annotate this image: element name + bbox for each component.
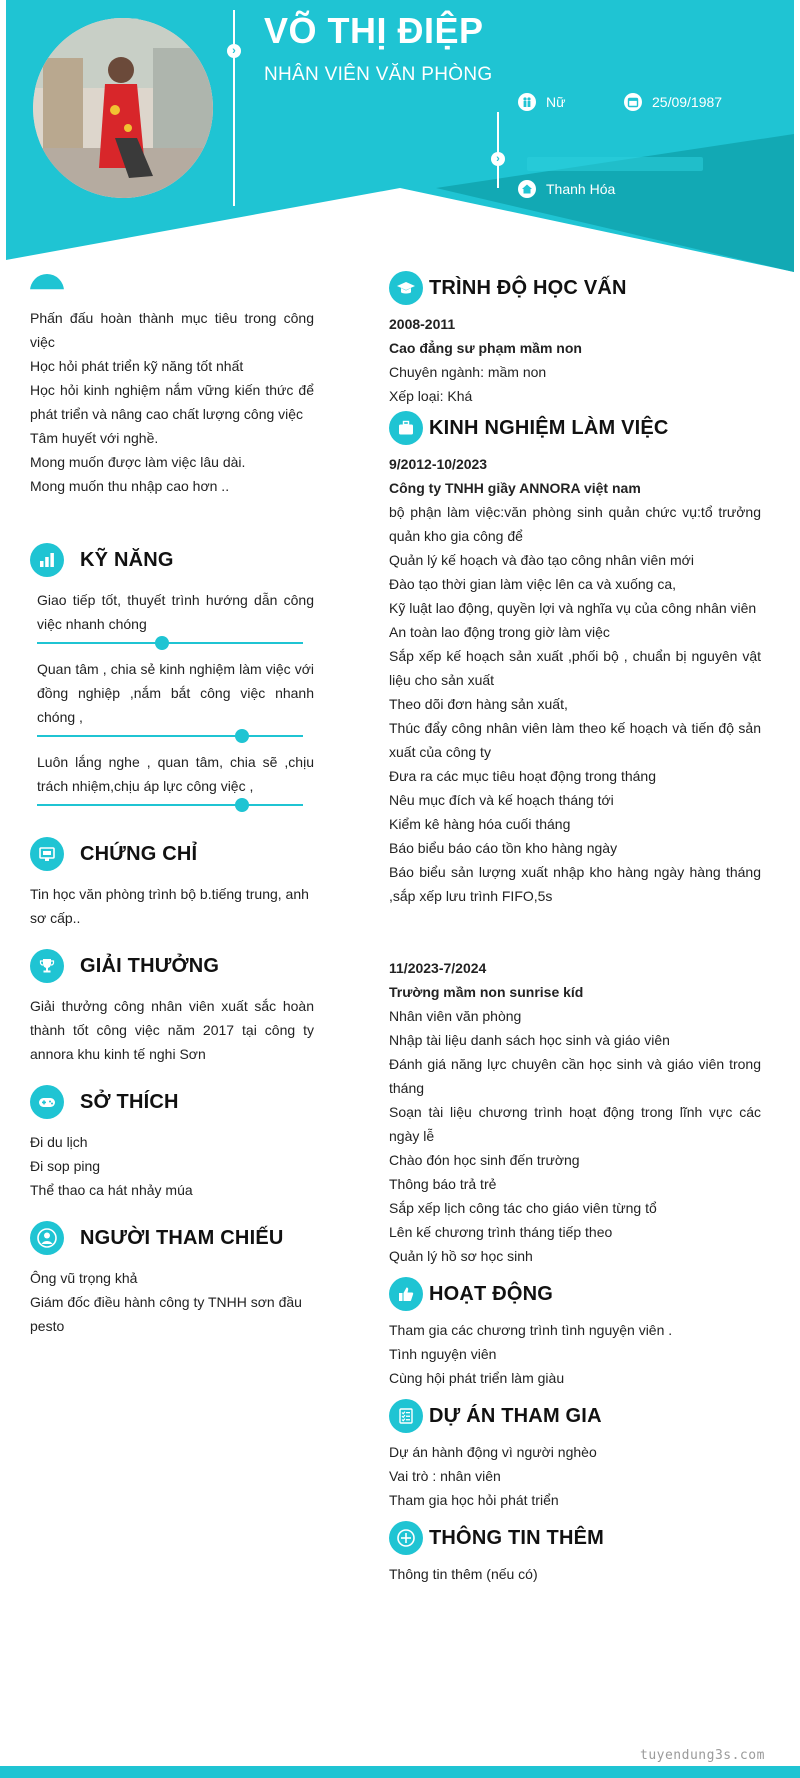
additional-section <box>389 1520 761 1586</box>
education-detail: Chuyên ngành: mầm non <box>389 364 547 380</box>
awards-section <box>30 948 314 1066</box>
skills-header <box>30 542 314 578</box>
gender-info <box>518 93 565 111</box>
skill-text: Giao tiếp tốt, thuyết trình hướng dẫn công việc nhanh chóng <box>37 592 314 632</box>
trophy-icon <box>30 949 64 983</box>
job-date: 9/2012-10/2023 <box>389 456 488 472</box>
skill-level-knob <box>235 729 249 743</box>
candidate-name: VÕ THỊ ĐIỆP <box>264 10 484 51</box>
references-section <box>30 1220 314 1338</box>
left-column <box>30 270 314 1338</box>
job-duty: Báo biểu sản lượng xuất nhập kho hàng ngày hàng tháng ,sắp xếp lưu trình FIFO,5s <box>389 864 761 904</box>
objective-line: Phấn đấu hoàn thành mục tiêu trong công việc <box>30 310 314 350</box>
activity-item: Cùng hội phát triển làm giàu <box>389 1370 565 1386</box>
target-icon <box>30 274 64 308</box>
timeline-dot: › <box>491 152 505 166</box>
birthday-value: 25/09/1987 <box>652 94 723 110</box>
skills-title: KỸ NĂNG <box>80 549 174 571</box>
avatar <box>33 18 213 198</box>
reference-line: Ông vũ trọng khả <box>30 1270 138 1286</box>
briefcase-icon <box>389 411 423 445</box>
certificate-text: Tin học văn phòng trình bộ b.tiếng trung, anh sơ cấp.. <box>30 886 309 926</box>
objective-line: Mong muốn được làm việc lâu dài. <box>30 454 246 470</box>
birthday-info <box>624 93 722 111</box>
certificates-section <box>30 836 314 930</box>
bar-chart-icon <box>30 543 64 577</box>
education-date: 2008-2011 <box>389 316 456 332</box>
hobbies-header <box>30 1084 314 1120</box>
job-duty: Thông báo trả trẻ <box>389 1176 497 1192</box>
activities-header <box>389 1276 761 1312</box>
project-item: Dự án hành động vì người nghèo <box>389 1444 597 1460</box>
job-company: Công ty TNHH giầy ANNORA việt nam <box>389 480 641 496</box>
job-duty: Báo biểu báo cáo tồn kho hàng ngày <box>389 840 618 856</box>
objective-line: Mong muốn thu nhập cao hơn .. <box>30 478 230 494</box>
plus-icon <box>389 1521 423 1555</box>
redacted-contact <box>527 157 703 171</box>
references-header <box>30 1220 314 1256</box>
skill-text: Quan tâm , chia sẻ kinh nghiệm làm việc với đồng nghiệp ,nắm bắt công việc nhanh chóng , <box>37 661 314 725</box>
home-icon <box>518 180 536 198</box>
hobby-item: Thể thao ca hát nhảy múa <box>30 1182 193 1198</box>
job-duty: Đưa ra các mục tiêu hoạt động trong tháng <box>389 768 656 784</box>
watermark: tuyendung3s.com <box>640 1748 765 1763</box>
awards-header <box>30 948 314 984</box>
skill-bar <box>37 735 303 737</box>
job-duty: Soạn tài liệu chương trình hoạt động trong lĩnh vực các ngày lễ <box>389 1104 761 1144</box>
hobby-item: Đi sop ping <box>30 1158 101 1174</box>
timeline-dot: › <box>227 44 241 58</box>
job-duty: bộ phận làm việc:văn phòng sinh quản chức vụ:tổ trưởng quản kho gia công để <box>389 504 761 544</box>
activity-item: Tham gia các chương trình tình nguyện viên . <box>389 1322 673 1338</box>
user-icon <box>30 1221 64 1255</box>
skill-bar <box>37 804 303 806</box>
objective-line: Tâm huyết với nghề. <box>30 430 159 446</box>
additional-text: Thông tin thêm (nếu có) <box>389 1566 538 1582</box>
hobby-item: Đi du lịch <box>30 1134 88 1150</box>
experience-section <box>389 410 761 1268</box>
gender-value: Nữ <box>546 94 566 110</box>
activities-title: HOẠT ĐỘNG <box>429 1283 554 1305</box>
project-item: Tham gia học hỏi phát triển <box>389 1492 559 1508</box>
objective-text <box>30 306 314 498</box>
job-duty: Đánh giá năng lực chuyên cần học sinh và giáo viên trong tháng <box>389 1056 761 1096</box>
additional-header <box>389 1520 761 1556</box>
gamepad-icon <box>30 1085 64 1119</box>
job-duty: Quản lý hồ sơ học sinh <box>389 1248 533 1264</box>
job-duty: Đào tạo thời gian làm việc lên ca và xuống ca, <box>389 576 677 592</box>
job-duty: Nhân viên văn phòng <box>389 1008 522 1024</box>
activity-item: Tình nguyện viên <box>389 1346 497 1362</box>
location-info <box>518 180 615 198</box>
hobbies-section <box>30 1084 314 1202</box>
objective-section <box>30 270 314 498</box>
checklist-icon <box>389 1399 423 1433</box>
certificate-icon <box>30 837 64 871</box>
job-company: Trường mầm non sunrise kíd <box>389 984 584 1000</box>
education-title: TRÌNH ĐỘ HỌC VẤN <box>429 277 627 299</box>
experience-header <box>389 410 761 446</box>
award-text: Giải thưởng công nhân viên xuất sắc hoàn thành tốt công việc năm 2017 tại công ty annora khu kinh tế nghi Sơn <box>30 998 314 1062</box>
projects-title: DỰ ÁN THAM GIA <box>429 1405 602 1427</box>
job-duty: Quản lý kế hoạch và đào tạo công nhân viên mới <box>389 552 694 568</box>
job-date: 11/2023-7/2024 <box>389 960 487 976</box>
job-duty: Kiểm kê hàng hóa cuối tháng <box>389 816 571 832</box>
education-section <box>389 270 761 408</box>
objective-line: Học hỏi phát triển kỹ năng tốt nhất <box>30 358 244 374</box>
skills-section <box>30 542 314 806</box>
job-duty: Kỹ luật lao động, quyền lợi và nghĩa vụ của công nhân viên <box>389 600 757 616</box>
projects-section <box>389 1398 761 1512</box>
objective-header <box>30 270 314 306</box>
references-title: NGƯỜI THAM CHIẾU <box>80 1227 284 1249</box>
skill-level-knob <box>235 798 249 812</box>
education-header <box>389 270 761 306</box>
skill-level-knob <box>155 636 169 650</box>
projects-header <box>389 1398 761 1434</box>
footer-bar <box>0 1766 800 1778</box>
calendar-icon <box>624 93 642 111</box>
graduation-cap-icon <box>389 271 423 305</box>
hobbies-title: SỞ THÍCH <box>80 1091 179 1113</box>
job-duty: Chào đón học sinh đến trường <box>389 1152 580 1168</box>
timeline-line <box>233 10 235 206</box>
certificates-title: CHỨNG CHỈ <box>80 843 198 865</box>
thumbs-up-icon <box>389 1277 423 1311</box>
activities-section <box>389 1276 761 1390</box>
certificates-header <box>30 836 314 872</box>
awards-title: GIẢI THƯỞNG <box>80 955 220 977</box>
people-icon <box>518 93 536 111</box>
education-detail: Xếp loại: Khá <box>389 388 473 404</box>
skill-text: Luôn lắng nghe , quan tâm, chia sẽ ,chịu trách nhiệm,chịu áp lực công việc , <box>37 754 314 794</box>
skill-bar <box>37 642 303 644</box>
reference-line: Giám đốc điều hành công ty TNHH sơn đầu pesto <box>30 1294 302 1334</box>
profile-photo <box>33 18 213 198</box>
resume-header <box>0 0 800 280</box>
job-duty: Nêu mục đích và kế hoạch tháng tới <box>389 792 614 808</box>
job-entry <box>389 956 761 1268</box>
job-duty: Lên kế chương trình tháng tiếp theo <box>389 1224 613 1240</box>
job-duty: Nhập tài liệu danh sách học sinh và giáo viên <box>389 1032 670 1048</box>
job-duty: Thúc đẩy công nhân viên làm theo kế hoạch và tiến độ sản xuất của công ty <box>389 720 761 760</box>
project-item: Vai trò : nhân viên <box>389 1468 501 1484</box>
job-duty: Sắp xếp kế hoạch sản xuất ,phối bộ , chuẩn bị nguyên vật liệu cho sản xuất <box>389 648 761 688</box>
job-duty: Theo dõi đơn hàng sản xuất, <box>389 696 568 712</box>
timeline-line <box>497 112 499 188</box>
job-duty: Sắp xếp lịch công tác cho giáo viên từng tổ <box>389 1200 657 1216</box>
job-entry <box>389 452 761 908</box>
location-value: Thanh Hóa <box>546 181 616 197</box>
objective-line: Học hỏi kinh nghiệm nắm vững kiến thức để phát triển và nâng cao chất lượng công việc <box>30 382 314 422</box>
job-duty: An toàn lao động trong giờ làm việc <box>389 624 610 640</box>
additional-title: THÔNG TIN THÊM <box>429 1527 605 1549</box>
right-column <box>389 270 761 1586</box>
job-title: NHÂN VIÊN VĂN PHÒNG <box>264 64 493 85</box>
experience-title: KINH NGHIỆM LÀM VIỆC <box>429 417 669 439</box>
education-school: Cao đẳng sư phạm mầm non <box>389 340 582 356</box>
